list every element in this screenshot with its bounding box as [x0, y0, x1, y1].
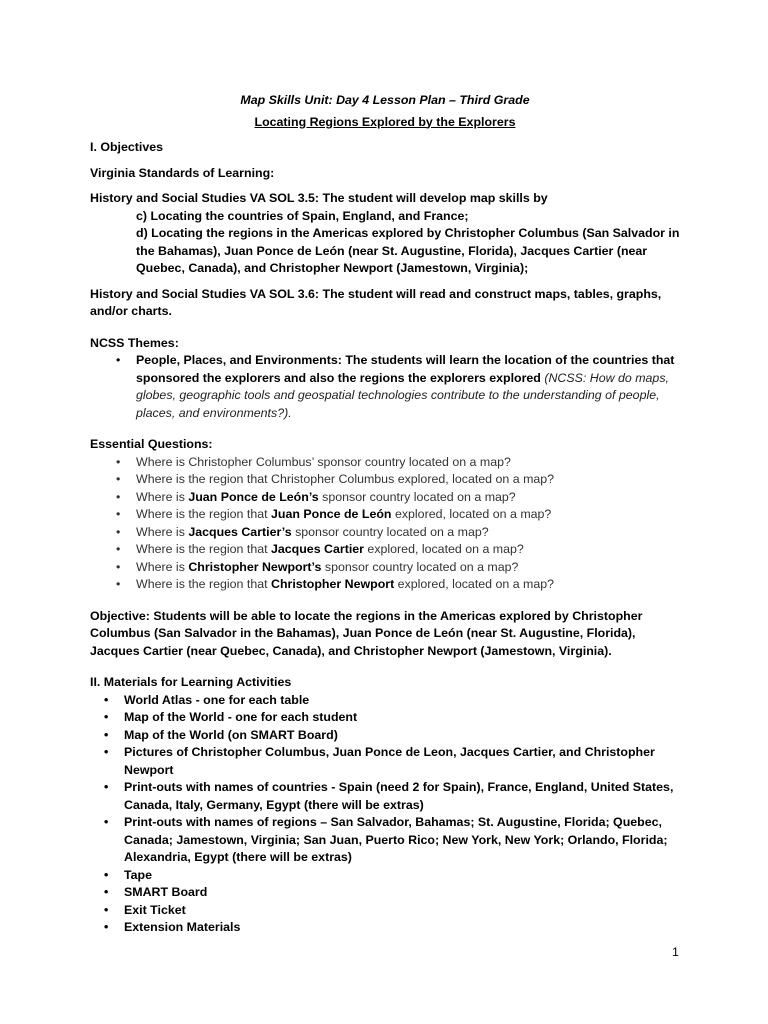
- list-item: • Exit Ticket: [90, 902, 680, 920]
- question-text: Where is: [136, 489, 189, 504]
- list-item: • Map of the World (on SMART Board): [90, 727, 680, 745]
- question-text: explored, located on a map?: [391, 507, 552, 521]
- materials-heading: II. Materials for Learning Activities: [90, 675, 292, 689]
- ncss-item-note: (NCSS: How do maps, globes, geographic tools and geospatial technologies contribute to the understanding of people, places, and environments?).: [136, 370, 669, 420]
- lesson-plan-body: [90, 92, 680, 937]
- ncss-list: [90, 352, 680, 422]
- question-text: sponsor country located on a map?: [318, 489, 516, 504]
- question-explorer: Juan Ponce de León’s: [188, 489, 319, 504]
- question-text: Where is Christopher Columbus’ sponsor country located on a map?: [136, 454, 511, 469]
- question-explorer: Christopher Newport’s: [188, 559, 322, 574]
- sol-3-5-intro: History and Social Studies VA SOL 3.5: The student will develop map skills by: [90, 191, 548, 205]
- question-explorer: Christopher Newport: [271, 577, 395, 591]
- document-title: Map Skills Unit: Day 4 Lesson Plan – Third Grade: [240, 93, 530, 107]
- list-item: [90, 524, 680, 542]
- list-item: • Map of the World - one for each student: [90, 709, 680, 727]
- list-item: [90, 489, 680, 507]
- question-text: Where is the region that: [136, 542, 271, 556]
- question-text: explored, located on a map?: [363, 542, 524, 556]
- ncss-item-text: People, Places, and Environments: The students will learn the location of the countries that sponsored the explorers and also the regions the explorers explored: [136, 353, 675, 385]
- list-item: • Print-outs with names of countries - Spain (need 2 for Spain), France, England, United States, Canada, Italy, Germany, Egypt (there will be extras): [90, 779, 680, 814]
- sol-3-5-item-c: c) Locating the countries of Spain, England, and France;: [136, 208, 469, 223]
- question-text: sponsor country located on a map?: [321, 559, 519, 574]
- list-item: • Print-outs with names of regions – San Salvador, Bahamas; St. Augustine, Florida; Quebec, Canada; Jamestown, Virginia; San Juan, Puerto Rico; New York, New York; Orlando, Florida; Alexandria, Egypt (there will be extras): [90, 814, 680, 867]
- list-item: [90, 559, 680, 577]
- page-number: 1: [672, 945, 679, 959]
- list-item: • Extension Materials: [90, 919, 680, 937]
- list-item: [90, 471, 680, 489]
- list-item: [90, 576, 680, 594]
- list-item: • SMART Board: [90, 884, 680, 902]
- materials-list: [90, 692, 680, 937]
- list-item: [90, 506, 680, 524]
- question-text: Where is the region that: [136, 507, 271, 521]
- ncss-item: [90, 352, 680, 422]
- objective-statement: Objective: Students will be able to locate the regions in the Americas explored by Christopher Columbus (San Salvador in the Bahamas), Juan Ponce de León (near St. Augustine, Florida), Jacques Cartier (near Quebec, Canada), and Christopher Newport (Jamestown, Virginia).: [90, 608, 643, 658]
- objectives-heading: I. Objectives: [90, 140, 164, 154]
- virginia-standards-heading: Virginia Standards of Learning:: [90, 165, 275, 180]
- question-text: Where is the region that Christopher Columbus explored, located on a map?: [136, 472, 555, 486]
- question-text: explored, located on a map?: [394, 577, 555, 591]
- list-item: [90, 541, 680, 559]
- question-text: sponsor country located on a map?: [291, 524, 489, 539]
- question-text: Where is: [136, 524, 189, 539]
- sol-3-6: History and Social Studies VA SOL 3.6: The student will read and construct maps, tables, graphs, and/or charts.: [90, 286, 662, 318]
- question-text: Where is: [136, 559, 189, 574]
- question-explorer: Juan Ponce de León: [271, 507, 392, 521]
- ncss-heading: NCSS Themes:: [90, 335, 179, 350]
- sol-3-5-item-d: d) Locating the regions in the Americas explored by Christopher Columbus (San Salvador in the Bahamas), Juan Ponce de León (near St. Augustine, Florida), Jacques Cartier (near Quebec, Canada), and Christopher Newport (Jamestown, Virginia);: [136, 226, 680, 275]
- list-item: [90, 454, 680, 472]
- essential-questions-list: [90, 454, 680, 594]
- question-explorer: Jacques Cartier: [271, 542, 364, 556]
- essential-questions-heading: Essential Questions:: [90, 437, 213, 451]
- list-item: • World Atlas - one for each table: [90, 692, 680, 710]
- list-item: • Tape: [90, 867, 680, 885]
- document-subtitle: Locating Regions Explored by the Explorers: [254, 114, 516, 129]
- question-text: Where is the region that: [136, 577, 271, 591]
- list-item: • Pictures of Christopher Columbus, Juan Ponce de Leon, Jacques Cartier, and Christopher Newport: [90, 744, 680, 779]
- question-explorer: Jacques Cartier’s: [188, 524, 292, 539]
